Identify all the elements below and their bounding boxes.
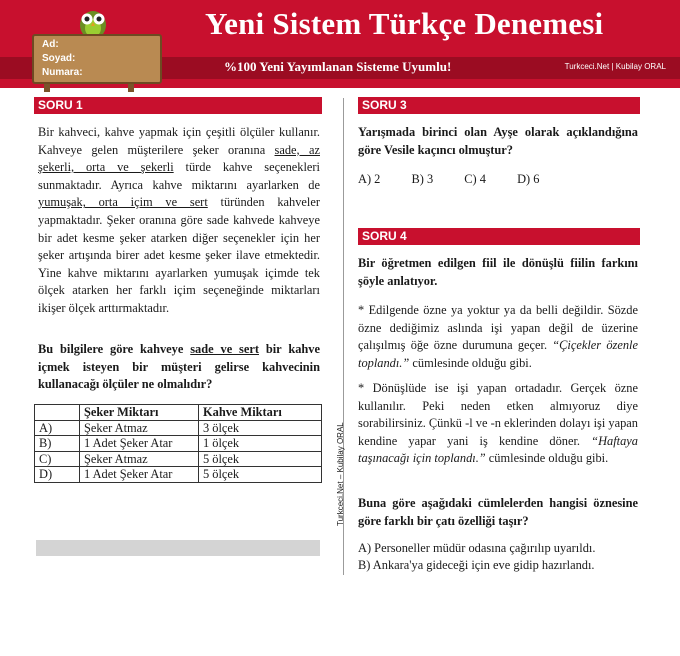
page-title: Yeni Sistem Türkçe Denemesi [205,6,604,41]
question-3-header: SORU 3 [358,97,640,114]
question-1-header: SORU 1 [34,97,322,114]
question-4-header: SORU 4 [358,228,640,245]
option-d[interactable]: D) 6 [517,172,540,186]
numara-label: Numara: [42,67,83,78]
table-cell: 5 ölçek [199,467,322,483]
table-row[interactable] [35,420,322,436]
table-cell: 1 Adet Şeker Atar [80,436,199,452]
option-b[interactable]: B) 3 [411,172,434,186]
stem-part-2: bir kahve içmek isteyen bir müşteri gelirse kahvecinin kullanacağı ölçüler ne olmalıdır? [38,342,320,392]
soyad-label: Soyad: [42,53,76,64]
question-4-stem: Buna göre aşağıdaki cümlelerden hangisi öznesine göre farklı bir çatı özelliği taşır? [358,496,638,528]
bullet-2-end: cümlesinde olduğu gibi. [485,451,609,466]
passage-underline-1: sade, az şekerli, orta ve şekerli [38,142,320,175]
question-3-options [358,172,567,187]
answer-table [34,404,322,483]
table-cell: C) [35,451,80,467]
bullet-2-example: “Haftaya taşınacağı için toplandı.” [358,433,638,466]
bullet-1-example: “Çiçekler özenle toplandı.” [358,338,638,370]
passage-text: Bir kahveci, kahve yapmak için çeşitli ölçüler kullanır. Kahveye gelen müşterilere şeker oranına [38,125,320,157]
table-header: Kahve Miktarı [199,405,322,421]
side-credit: Turkceci.Net – Kubilay ORAL [336,422,345,526]
question-1-stem [38,341,320,394]
bullet-2-text: * Dönüşlüde ise işi yapan ortadadır. Gerçek özne kullanılır. Peki neden etken almıyoruz diye sorabilirsiniz. Çünkü -l ve -n eklerinden dolayı işi yapan kendine yapar yani iş kendine döner. [358,381,638,448]
table-cell: D) [35,467,80,483]
table-row[interactable] [35,451,322,467]
passage-text-2: türde kahve seçenekleri sunmaktadır. Ayrıca kahve miktarını ayarlarken de [38,160,320,192]
question-4-option-b[interactable]: B) Ankara'ya gideceği için eve gidip hazırlandı. [358,558,595,572]
bullet-1-end: cümlesinde olduğu gibi. [409,355,532,370]
table-row[interactable] [35,467,322,483]
table-cell: B) [35,436,80,452]
question-4-bullet-2 [358,380,638,468]
table-cell: Şeker Atmaz [80,451,199,467]
question-4-option-a[interactable]: A) Personeller müdür odasına çağırılıp uyarıldı. [358,541,596,555]
passage-text-3: türünden kahveler yapmaktadır. Şeker oranına göre sade kahvede kahveye bir adet kesme şeker atarken diğer seçenekler için her şeker artışında birer adet kesme şeker ilave etmektedir. Yine kahve miktarını ayarlarken yumuşak içimde tek ölçek atarken her farklı içim seçeneğinde miktarları ikişer ölçek arttırmaktadır. [38,195,320,315]
question-4-intro: Bir öğretmen edilgen fiil ile dönüşlü fiilin farkını şöyle anlatıyor. [358,256,638,288]
stem-underline: sade ve sert [190,342,259,356]
table-header-row [35,405,322,421]
table-cell: 1 Adet Şeker Atar [80,467,199,483]
page-subtitle: %100 Yeni Yayımlanan Sisteme Uyumlu! [224,59,452,74]
table-cell: 1 ölçek [199,436,322,452]
table-header [35,405,80,421]
next-question-bar [36,540,320,556]
ad-label: Ad: [42,39,59,50]
passage-underline-2: yumuşak, orta içim ve sert [38,195,208,210]
table-cell: 3 ölçek [199,420,322,436]
option-a[interactable]: A) 2 [358,172,381,186]
name-sign [32,34,162,84]
question-1-passage [38,124,320,318]
bullet-1-text: * Edilgende özne ya yoktur ya da belli değildir. Sözde özne dediğimiz aslında işi yapan değil de üzerine çalışılmış öğe özne durumuna geçer. [358,303,638,353]
stem-part-1: Bu bilgilere göre kahveye [38,342,191,356]
question-4-bullet-1 [358,302,638,372]
table-cell: 5 ölçek [199,451,322,467]
table-header: Şeker Miktarı [80,405,199,421]
table-cell: Şeker Atmaz [80,420,199,436]
table-cell: A) [35,420,80,436]
table-row[interactable] [35,436,322,452]
brand-label: Turkceci.Net | Kubilay ORAL [564,62,666,71]
side-credit-wrap [336,422,346,656]
question-3-stem: Yarışmada birinci olan Ayşe olarak açıklandığına göre Vesile kaçıncı olmuştur? [358,125,638,157]
option-c[interactable]: C) 4 [464,172,486,186]
